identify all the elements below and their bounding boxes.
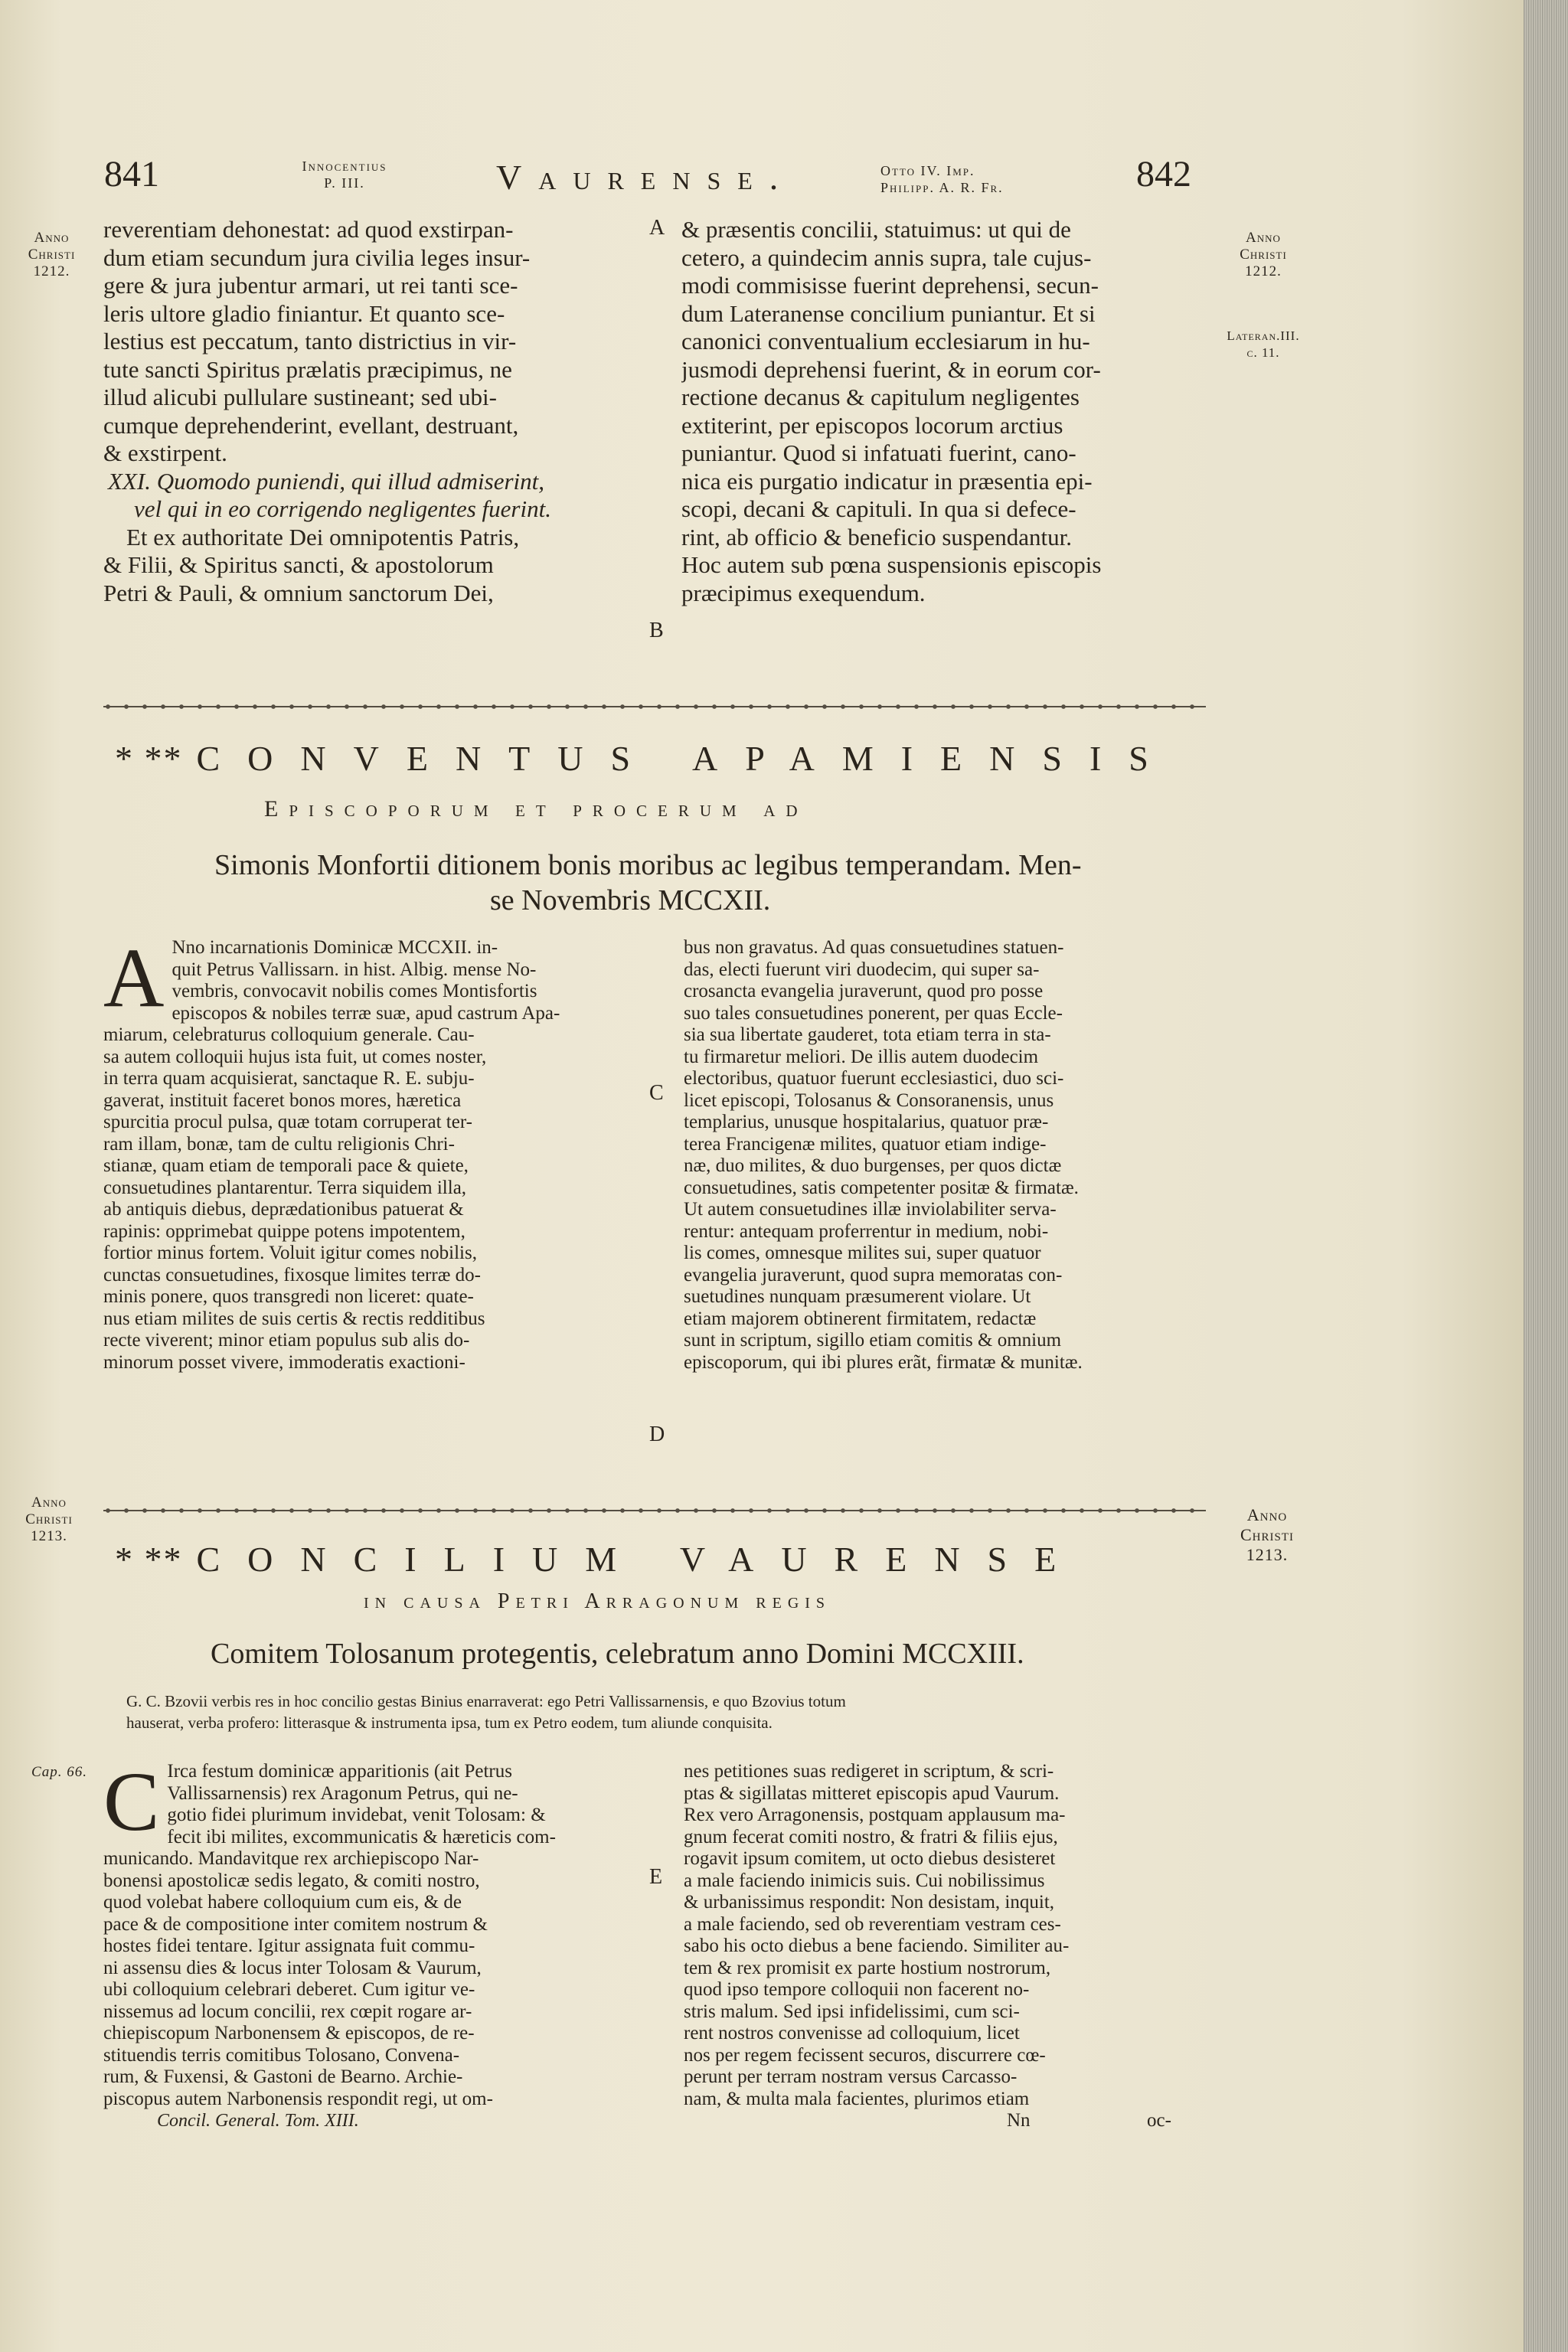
- drop-cap: A: [103, 931, 165, 1024]
- text-line: Irca festum dominicæ apparitionis (ait Petrus: [167, 1761, 512, 1782]
- text-line: nam, & multa mala facientes, plurimos etiam: [684, 2088, 1030, 2109]
- conventus-subtitle-2: Simonis Monfortii ditionem bonis moribus ac legibus temperandam. Men-: [214, 849, 1082, 881]
- text-line: nes petitiones suas redigeret in scriptum, & scri-: [684, 1761, 1054, 1782]
- text-line: electoribus, quatuor fuerunt ecclesiastici, duo sci-: [684, 1068, 1064, 1089]
- text-line: Petri & Pauli, & omnium sanctorum Dei,: [103, 579, 494, 606]
- text-line: sabo his octo diebus a bene faciendo. Similiter au-: [684, 1936, 1070, 1956]
- text-line: ubi colloquium celebrari deberet. Cum igitur ve-: [103, 1979, 475, 2000]
- ornament-divider: [103, 1505, 1206, 1516]
- text-line: præcipimus exequendum.: [681, 579, 926, 606]
- text-line: gere & jura jubentur armari, ut rei tanti sce-: [103, 272, 518, 299]
- drop-cap: C: [103, 1755, 160, 1848]
- header-pope-name: Innocentius: [302, 158, 387, 174]
- text-line: quit Petrus Vallissarn. in hist. Albig. mense No-: [172, 959, 537, 980]
- text-line: rentur: antequam proferrentur in medium, nobi-: [684, 1220, 1049, 1242]
- text-line: spurcitia procul pulsa, quæ totam corruperat ter-: [103, 1112, 472, 1132]
- margin-year-right-mid: [1225, 1505, 1309, 1565]
- margin-anno: Anno: [1246, 230, 1281, 246]
- text-line: a male faciendo inimicis suis. Cui nobilissimus: [684, 1870, 1045, 1891]
- text-line: tu firmaretur meliori. De illis autem duodecim: [684, 1046, 1039, 1067]
- text-line: licet episcopi, Tolosanus & Consoranensis, unus: [684, 1089, 1054, 1111]
- text-line: leris ultore gladio finiantur. Et quanto sce-: [103, 299, 505, 327]
- text-line: minis ponere, quos transgredi non liceret: quate-: [103, 1286, 474, 1307]
- text-line: reverentiam dehonestat: ad quod exstirpan-: [103, 216, 514, 243]
- text-line: episcopos & nobiles terræ suæ, apud castrum Apa-: [172, 1002, 560, 1024]
- text-line: terea Francigenæ milites, quatuor etiam indige-: [684, 1133, 1047, 1155]
- text-line: etiam majorem obtinerent firmitatem, redactæ: [684, 1308, 1037, 1329]
- text-line: a male faciendo, sed ob reverentiam vestram ces-: [684, 1913, 1061, 1935]
- text-line: pace & de compositione inter comitem nostrum &: [103, 1913, 488, 1935]
- page-edge: [1524, 0, 1568, 2352]
- text-line: suetudines nunquam præsumerent violare. Ut: [684, 1286, 1031, 1307]
- text-line: rectione decanus & capitulum negligentes: [681, 384, 1080, 410]
- margin-christi: Christi: [1240, 247, 1287, 263]
- asterisk-marker: * **: [115, 1540, 183, 1579]
- text-line: Rex vero Arragonensis, postquam applausum ma-: [684, 1805, 1066, 1825]
- concilium-editor-note: [126, 1690, 1221, 1733]
- text-line: minorum posset vivere, immoderatis exactioni-: [103, 1351, 466, 1373]
- margin-ref-council: Lateran.III.: [1227, 328, 1300, 343]
- text-line: næ, duo milites, & duo burgenses, per quos dictæ: [684, 1155, 1062, 1176]
- margin-cap-ref: Cap. 66.: [31, 1764, 87, 1780]
- text-line: chiepiscopum Narbonensem & episcopos, de re-: [103, 2023, 475, 2043]
- header-pope-num: P. III.: [324, 175, 365, 191]
- text-line: miarum, celebraturus colloquium generale. Cau-: [103, 1024, 475, 1045]
- text-line: fortior minus fortem. Voluit igitur comes nobilis,: [103, 1243, 477, 1263]
- conventus-subtitle-3: se Novembris MCCXII.: [490, 884, 771, 916]
- text-line: Et ex authoritate Dei omnipotentis Patris,: [126, 523, 520, 550]
- text-line: nos per regem fecissent securos, discurrere cœ-: [684, 2044, 1046, 2066]
- conventus-subtitle: Episcoporum et procerum ad: [264, 796, 808, 822]
- text-line: stituendis terris comitibus Tolosano, Convena-: [103, 2044, 460, 2066]
- text-line: in terra quam acquisierat, sanctaque R. E. subju-: [103, 1068, 475, 1089]
- text-line: bus non gravatus. Ad quas consuetudines statuen-: [684, 937, 1064, 958]
- text-line: quod ipso tempore colloquii non facerent no-: [684, 1979, 1030, 2000]
- text-line: dum etiam secundum jura civilia leges insur-: [103, 243, 531, 271]
- header-pope: [268, 158, 421, 191]
- text-line: tute sancti Spiritus prælatis præcipimus, ne: [103, 355, 512, 383]
- conventus-left-column: [103, 931, 639, 1374]
- text-line: ptas & sigillatas mitteret episcopis apud Vaurum.: [684, 1782, 1060, 1804]
- header-emperor: Otto IV. Imp.: [880, 163, 975, 178]
- text-line: illud alicubi pullulare sustineant; sed ubi-: [103, 384, 497, 410]
- text-line: bonensi apostolicæ sedis legato, & comiti nostro,: [103, 1870, 480, 1891]
- running-title: Vaurense.: [496, 158, 795, 197]
- footer-volume: Concil. General. Tom. XIII.: [157, 2111, 359, 2131]
- concilium-subtitle-2: Comitem Tolosanum protegentis, celebratum anno Domini MCCXIII.: [211, 1638, 1024, 1670]
- text-line: puniantur. Quod si infatuati fuerint, cano-: [681, 439, 1076, 466]
- text-line: & præsentis concilii, statuimus: ut qui de: [681, 216, 1071, 243]
- text-line: & Filii, & Spiritus sancti, & apostolorum: [103, 551, 494, 578]
- margin-anno: Anno: [34, 230, 70, 246]
- text-line: perunt per terram nostram versus Carcasso-: [684, 2066, 1018, 2087]
- rubric-line: XXI. Quomodo puniendi, qui illud admiserint,: [108, 467, 545, 495]
- text-line: lestius est peccatum, tanto districtius in vir-: [103, 328, 517, 354]
- rubric-line: vel qui in eo corrigendo negligentes fuerint.: [134, 495, 551, 522]
- text-line: scopi, decani & capituli. In qua si defece-: [681, 495, 1076, 522]
- asterisk-marker: * **: [115, 739, 183, 778]
- concilium-left-column: [103, 1755, 639, 2132]
- text-line: Ut autem consuetudines illæ inviolabiliter serva-: [684, 1199, 1057, 1220]
- section-letter-e: E: [649, 1865, 663, 1889]
- text-line: nissemus ad locum concilii, rex cœpit rogare ar-: [103, 2001, 472, 2022]
- text-line: fecit ibi milites, excommunicatis & hæreticis com-: [167, 1826, 556, 1847]
- margin-anno: Anno: [1246, 1505, 1288, 1524]
- text-line: recte viverent; minor etiam populus sub alis do-: [103, 1330, 470, 1351]
- text-line: sa autem colloquii hujus ista fuit, ut comes noster,: [103, 1046, 487, 1067]
- text-line: sunt in scriptum, sigillo etiam comitis & omnium: [684, 1330, 1062, 1351]
- text-line: gnum fecerat comiti nostro, & fratri & filiis ejus,: [684, 1826, 1058, 1847]
- text-line: crosancta evangelia juraverunt, quod pro posse: [684, 981, 1044, 1001]
- conventus-right-column: [684, 937, 1212, 1374]
- margin-lateran-ref: [1214, 328, 1313, 361]
- text-line: cumque deprehenderint, evellant, destruant,: [103, 411, 519, 439]
- text-line: templarius, unusque hospitalarius, quatuor præ-: [684, 1112, 1049, 1132]
- text-line: vembris, convocavit nobilis comes Montisfortis: [172, 981, 537, 1001]
- text-line: rent nostros convenisse ad colloquium, licet: [684, 2023, 1020, 2043]
- text-line: & exstirpent.: [103, 439, 227, 466]
- text-line: dum Lateranense concilium puniantur. Et si: [681, 299, 1096, 327]
- text-line: nica eis purgatio indicatur in præsentia epi-: [681, 467, 1093, 495]
- margin-year: 1213.: [31, 1528, 67, 1544]
- section-letter-c: C: [649, 1081, 664, 1105]
- text-line: ab antiquis diebus, deprædationibus patuerat &: [103, 1199, 464, 1220]
- text-line: rapinis: opprimebat quippe potens impotentem,: [103, 1220, 466, 1242]
- text-line: lis comes, omnesque milites sui, super quatuor: [684, 1243, 1041, 1263]
- section-letter-d: D: [649, 1423, 665, 1446]
- concilium-right-column: [684, 1761, 1212, 2132]
- text-line: & urbanissimus respondit: Non desistam, inquit,: [684, 1892, 1055, 1913]
- text-line: jusmodi deprehensi fuerint, & in eorum cor-: [681, 355, 1101, 383]
- text-line: rint, ab officio & beneficio suspendantur.: [681, 523, 1072, 550]
- text-line: canonici conventualium ecclesiarum in hu-: [681, 328, 1090, 354]
- text-line: rum, & Fuxensi, & Gastoni de Bearno. Archie-: [103, 2066, 463, 2087]
- concilium-subtitle: in causa Petri Arragonum regis: [364, 1589, 831, 1613]
- text-line: municando. Mandavitque rex archiepiscopo Nar-: [103, 1848, 479, 1869]
- page-number-right: 842: [1136, 154, 1191, 194]
- text-line: Hoc autem sub pœna suspensionis episcopis: [681, 551, 1102, 578]
- margin-year: 1213.: [1246, 1545, 1289, 1564]
- text-line: evangelia juraverunt, quod supra memoratas con-: [684, 1264, 1063, 1285]
- note-line: G. C. Bzovii verbis res in hoc concilio gestas Binius enarraverat: ego Petri Vallissarnensis, e quo Bzovius totum: [126, 1692, 846, 1710]
- margin-ref-canon: c. 11.: [1246, 345, 1280, 360]
- header-rulers: [880, 162, 1095, 196]
- catchword: oc-: [1147, 2110, 1171, 2131]
- top-right-column: [681, 216, 1210, 607]
- top-left-column: [103, 216, 639, 607]
- footer-row: [684, 2110, 1212, 2132]
- text-line: Nno incarnationis Dominicæ MCCXII. in-: [172, 937, 498, 958]
- section-letter-b: B: [649, 619, 664, 642]
- text-line: gotio fidei plurimum invidebat, venit Tolosam: &: [167, 1805, 546, 1825]
- text-line: tem & rex promisit ex parte hostium nostrorum,: [684, 1957, 1051, 1978]
- text-line: hostes fidei tentare. Igitur assignata fuit commu-: [103, 1936, 475, 1956]
- text-line: gaverat, instituit faceret bonos mores, hæretica: [103, 1089, 462, 1111]
- text-line: ram illam, bonæ, tam de cultu religionis Chri-: [103, 1133, 455, 1155]
- text-line: consuetudines, satis competenter positæ & firmatæ.: [684, 1177, 1079, 1198]
- text-line: episcoporum, qui ibi plures erãt, firmatæ & munitæ.: [684, 1351, 1083, 1373]
- text-line: suo tales consuetudines ponerent, per quas Eccle-: [684, 1002, 1063, 1024]
- text-line: extiterint, per episcopos locorum arctius: [681, 411, 1063, 439]
- page-number-left: 841: [104, 154, 159, 194]
- margin-year: 1212.: [1245, 263, 1282, 279]
- conventus-heading: [115, 738, 1176, 779]
- concilium-title: CONCILIUM VAURENSE: [196, 1540, 1084, 1579]
- margin-christi: Christi: [1240, 1525, 1294, 1544]
- text-line: consuetudines plantarentur. Terra siquidem illa,: [103, 1177, 467, 1198]
- margin-christi: Christi: [28, 247, 76, 263]
- text-line: rogavit ipsum comitem, ut octo diebus desisteret: [684, 1848, 1056, 1869]
- signature-mark: Nn: [1007, 2110, 1031, 2131]
- section-letter-a: A: [649, 216, 665, 240]
- text-line: das, electi fuerunt viri duodecim, qui super sa-: [684, 959, 1040, 980]
- text-line: stris malum. Sed ipsi infidelissimi, cum sci-: [684, 2001, 1020, 2022]
- text-line: ni assensu dies & locus inter Tolosam & Vaurum,: [103, 1957, 482, 1978]
- text-line: sia sua libertate gauderet, tota etiam terra in sta-: [684, 1024, 1051, 1045]
- margin-anno: Anno: [31, 1494, 67, 1511]
- margin-year-right-top: [1221, 230, 1305, 280]
- text-line: Vallissarnensis) rex Aragonum Petrus, qui ne-: [167, 1782, 518, 1804]
- margin-year: 1212.: [33, 263, 70, 279]
- text-line: quod volebat habere colloquium cum eis, & de: [103, 1892, 462, 1913]
- note-line: hauserat, verba profero: litterasque & instrumenta ipsa, tum ex Petro eodem, tum aliunde conquisita.: [126, 1713, 773, 1732]
- header-king: Philipp. A. R. Fr.: [880, 180, 1004, 195]
- margin-year-left-mid: [11, 1494, 87, 1545]
- margin-christi: Christi: [25, 1511, 73, 1527]
- ornament-divider: [103, 701, 1206, 712]
- margin-year-left-top: [15, 230, 88, 280]
- text-line: stianæ, quam etiam de temporali pace & quiete,: [103, 1155, 469, 1176]
- text-line: cunctas consuetudines, fixosque limites terræ do-: [103, 1264, 481, 1285]
- text-line: nus etiam milites de suis certis & rectis redditibus: [103, 1308, 485, 1329]
- text-line: modi commisisse fuerint deprehensi, secun-: [681, 272, 1099, 299]
- concilium-heading: [115, 1539, 1083, 1579]
- conventus-title: CONVENTUS APAMIENSIS: [196, 739, 1176, 778]
- text-line: cetero, a quindecim annis supra, tale cujus-: [681, 243, 1092, 271]
- text-line: piscopus autem Narbonensis respondit regi, ut om-: [103, 2088, 493, 2109]
